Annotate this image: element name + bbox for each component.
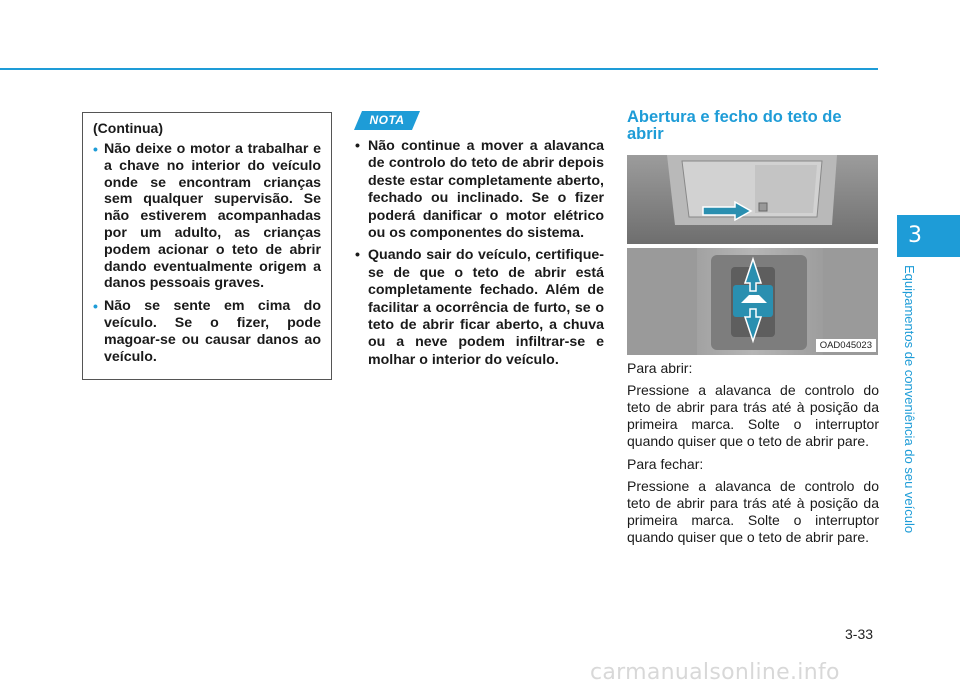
image-code: OAD045023	[816, 339, 876, 352]
open-text: Pressione a alavanca de controlo do teto de abrir para trás até à posição da primeira marca. Solte o interruptor quando quiser que o teto de abrir pare.	[627, 382, 879, 449]
watermark: carmanualsonline.info	[590, 660, 840, 685]
sunroof-control-illustration	[627, 155, 878, 355]
section-title: Abertura e fecho do teto de abrir	[627, 108, 842, 143]
chapter-title: Equipamentos de conveniência do seu veículo	[902, 265, 917, 534]
warning-title: (Continua)	[93, 120, 163, 136]
warning-list	[93, 141, 321, 365]
close-label: Para fechar:	[627, 456, 704, 472]
chapter-title-vertical	[900, 265, 918, 555]
open-label: Para abrir:	[627, 360, 693, 376]
warning-item: • Não se sente em cima do veículo. Se o fizer, pode magoar-se ou causar danos ao veículo.	[93, 298, 321, 365]
note-badge	[354, 111, 420, 130]
header-rule	[0, 68, 878, 70]
note-badge-label: NOTA	[369, 113, 405, 127]
note-item: • Quando sair do veículo, certifique-se de que o teto de abrir está completamente fechado. Além de facilitar a ocorrência de furto, se o teto de abrir ficar aberto, a chuva ou a neve podem infiltrar-se e molhar o interior do veículo.	[354, 247, 604, 369]
chapter-number: 3	[908, 223, 922, 248]
page-number: 3-33	[845, 626, 874, 642]
note-item: • Não continue a mover a alavanca de controlo do teto de abrir depois deste estar completamente aberto, fechado ou inclinado. Se o fizer poderá danificar o motor elétrico ou os componentes do sistema.	[354, 138, 604, 242]
sunroof-control-photo	[627, 155, 878, 355]
chapter-tab	[897, 215, 960, 257]
instructions	[627, 360, 879, 552]
close-text: Pressione a alavanca de controlo do teto de abrir para trás até à posição da primeira marca. Solte o interruptor quando quiser que o teto de abrir pare.	[627, 478, 879, 545]
warning-item: • Não deixe o motor a trabalhar e a chave no interior do veículo onde se encontram crianças sem qualquer supervisão. Se não estiverem acompanhadas por um adulto, as crianças podem acionar o teto de abrir dando eventualmente origem a danos pessoais graves.	[93, 141, 321, 292]
warning-box	[82, 112, 332, 380]
note-list	[354, 138, 604, 374]
